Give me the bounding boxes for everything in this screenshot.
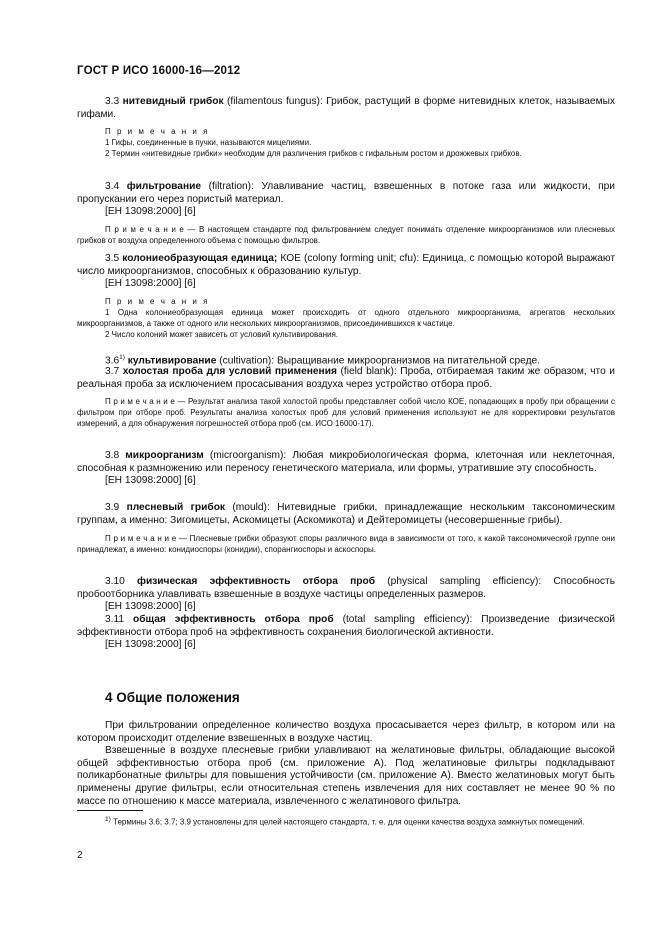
reference: [ЕН 13098:2000] [6]	[105, 278, 196, 290]
term-text: (physical sampling efficiency): Способность пробоотборника улавливать взвешенные в воздухе частицы определенных размеров.	[77, 576, 615, 600]
term-number: 3.10	[105, 576, 125, 587]
term-number: 3.9	[105, 502, 120, 513]
reference: [ЕН 13098:2000] [6]	[105, 475, 196, 487]
term-text: (filtration): Улавливание частиц, взвешенных в потоке газа или жидкости, при пропускании его через пористый материал.	[77, 181, 615, 205]
term-name: плесневый грибок	[126, 502, 226, 513]
note-2: 2 Число колоний может зависеть от условий культивирования.	[105, 329, 339, 339]
note: П р и м е ч а н и е — Плесневые грибки образуют споры различного вида в зависимости от того, к какой таксономической группе они принадлежат, а именно: конидиоспоры (конидии), спорангиоспоры и аскоспоры.	[77, 534, 615, 555]
term-number: 3.8	[105, 450, 120, 461]
paragraph-1: При фильтровании определенное количество воздуха просасывается через фильтр, в котором или на котором происходит отделение взвешенных в воздухе частиц.	[77, 720, 615, 744]
term-name: микроорганизм	[125, 450, 204, 461]
term-name: холостая проба для условий применения	[122, 366, 337, 377]
reference: [ЕН 13098:2000] [6]	[105, 639, 196, 651]
term-number: 3.6	[105, 355, 120, 367]
section-body	[77, 720, 615, 808]
term-3-10	[77, 576, 615, 614]
term-3-11	[77, 614, 615, 652]
footnote-marker: 1)	[119, 354, 125, 361]
page-number: 2	[77, 850, 83, 861]
term-name: фильтрование	[126, 181, 202, 192]
term-3-8-definition	[77, 450, 615, 475]
note: П р и м е ч а н и е — В настоящем стандарте под фильтрованием следует понимать отделение микроорганизмов или плесневых грибков от воздуха определенного объема с помощью фильтров.	[77, 224, 615, 245]
term-3-7	[77, 366, 615, 429]
term-name: нитевидный грибок	[122, 96, 224, 107]
term-3-9-definition	[77, 502, 615, 527]
term-name: колониеобразующая единица;	[122, 253, 278, 264]
term-number: 3.4	[105, 181, 120, 192]
term-3-5	[77, 253, 615, 340]
document-header: ГОСТ Р ИСО 16000-16—2012	[77, 65, 241, 77]
footnote-divider	[77, 810, 143, 811]
section-heading: 4 Общие положения	[105, 690, 240, 705]
term-text: (microorganism): Любая микробиологическая форма, клеточная или неклеточная, способная к размножению или переносу генетического материала, или формы, утратившие эту способность.	[77, 450, 615, 474]
term-number: 3.11	[105, 614, 125, 625]
term-3-11-definition	[77, 614, 615, 639]
term-text: (cultivation): Выращивание микроорганизмов на питательной среде.	[216, 355, 541, 367]
term-3-5-definition	[77, 253, 615, 278]
note: П р и м е ч а н и е — Результат анализа такой холостой пробы представляет собой число КОЕ, попадающих в пробу при обращении с фильтром при отборе проб. Результаты анализа холостых проб для условий применения используют не для корректировки результатов измерений, а для обнаружения погрешностей отбора проб (см. ИСО 16000-17).	[77, 397, 615, 429]
note-1: 1 Гифы, соединенные в пучки, называются мицелиями.	[105, 138, 312, 148]
term-3-3-definition	[77, 96, 615, 121]
reference: [ЕН 13098:2000] [6]	[105, 206, 196, 218]
note-1: 1 Одна колониеобразующая единица может происходить от одного отдельного микроорганизма, агрегатов нескольких микроорганизмов, а также от одного или нескольких микроорганизмов, присоединившихся к частице.	[77, 307, 615, 328]
term-number: 3.5	[105, 253, 120, 264]
term-number: 3.7	[105, 366, 120, 377]
notes-title: П р и м е ч а н и я	[105, 127, 210, 137]
note-2: 2 Термин «нитевидные грибки» необходим для различения грибков с гифальным ростом и дрожжевых грибков.	[105, 149, 522, 159]
term-3-7-definition	[77, 366, 615, 391]
term-3-8	[77, 450, 615, 488]
term-name: общая эффективность отбора проб	[133, 614, 334, 625]
reference: [ЕН 13098:2000] [6]	[105, 601, 196, 613]
footnote-text: Термины 3.6; 3.7; 3.9 установлены для целей настоящего стандарта, т. е. для оценки качества воздуха замкнутых помещений.	[110, 817, 585, 827]
term-text: (filamentous fungus): Грибок, растущий в форме нитевидных клеток, называемых гифами.	[77, 96, 615, 120]
term-3-9	[77, 502, 615, 555]
footnote-marker: 1)	[105, 816, 111, 823]
term-3-4-definition	[77, 181, 615, 206]
term-number: 3.3	[105, 96, 120, 107]
term-name: культивирование	[127, 355, 217, 367]
footnote	[77, 814, 615, 828]
term-3-10-definition	[77, 576, 615, 601]
term-text: (field blank): Проба, отбираемая таким же образом, что и реальная проба за исключением просасывания воздуха через устройство отбора проб.	[77, 366, 615, 390]
term-text: (mould): Нитевидные грибки, принадлежащие нескольким таксономическим группам, а именно: Зигомицеты, Аскомицеты (Аскомикота) и Дейтеромицеты (несовершенные грибы).	[77, 502, 615, 526]
term-name: физическая эффективность отбора проб	[137, 576, 376, 587]
paragraph-2: Взвешенные в воздухе плесневые грибки улавливают на желатиновые фильтры, обладающие высокой общей эффективностью отбора проб (см. приложение А). Под желатиновые фильтры подкладывают поликарбонатные фильтры для повышения устойчивости (см. приложение А). Вместо желатиновых могут быть применены другие фильтры, если относительная степень извлечения для них составляет не менее 90 % по массе по отношению к массе материала, извлеченного с желатинового фильтра.	[77, 745, 615, 807]
term-text: (total sampling efficiency): Произведение физической эффективности отбора проб на эффективность сохранения биологической активности.	[77, 614, 615, 638]
term-3-3	[77, 96, 615, 159]
term-text: КОЕ (colony forming unit; cfu): Единица, с помощью которой выражают число микроорганизмов, способных к образованию культур.	[77, 253, 615, 277]
notes-title: П р и м е ч а н и я	[105, 296, 210, 306]
term-3-4	[77, 181, 615, 246]
